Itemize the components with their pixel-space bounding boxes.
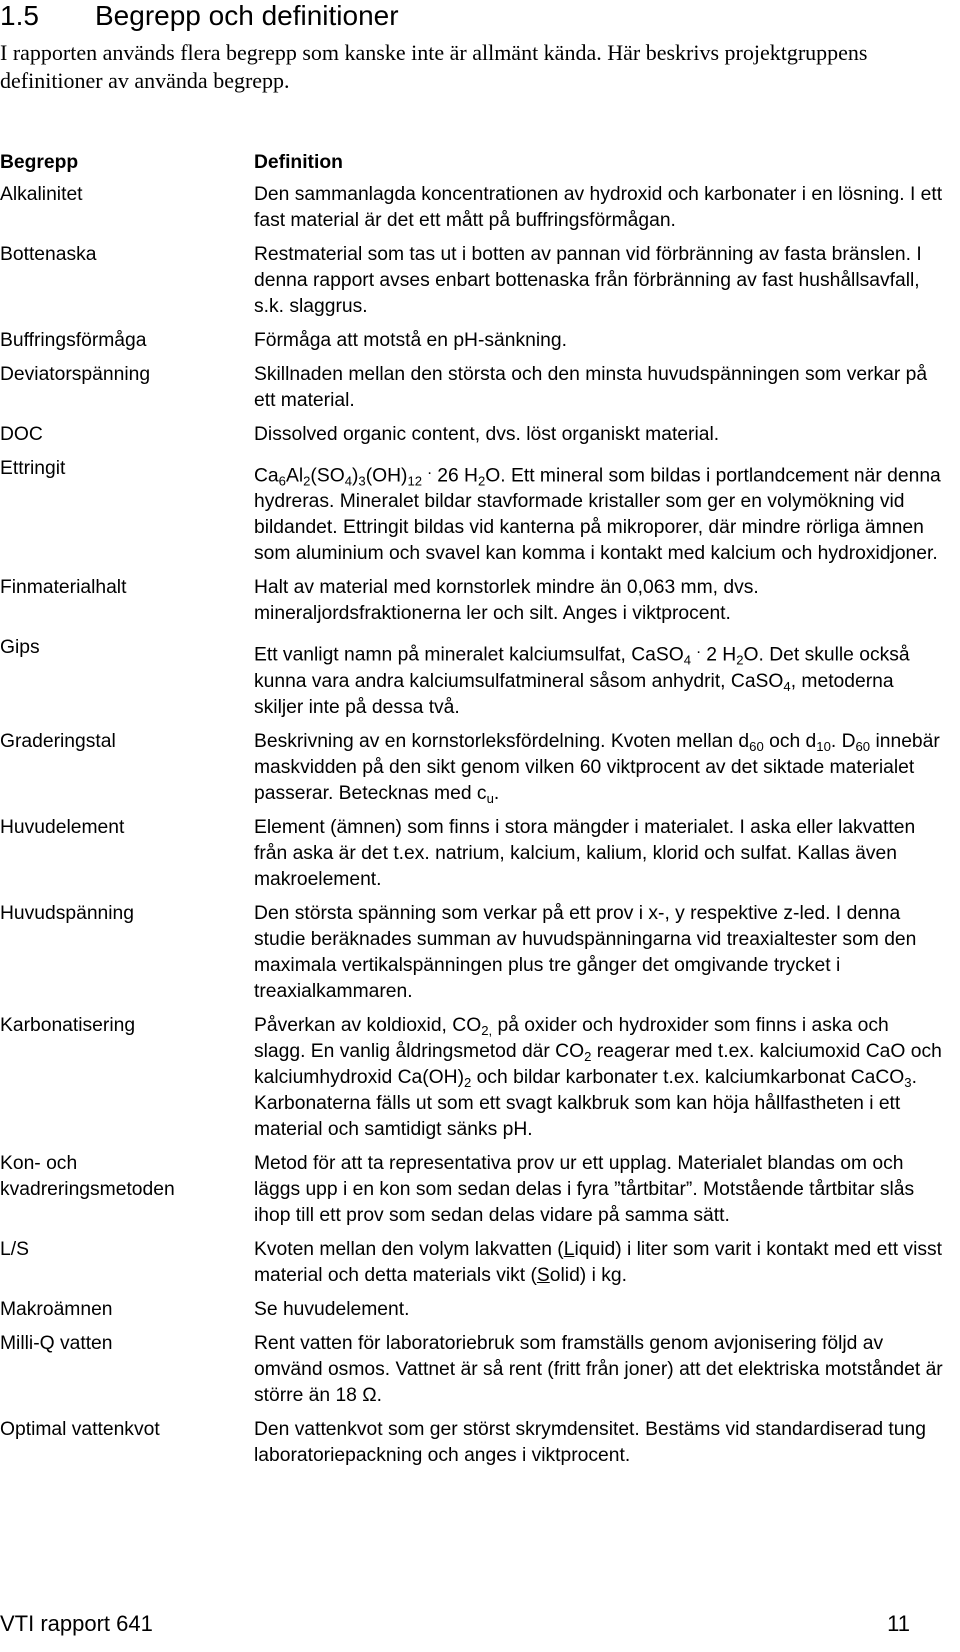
table-row — [0, 328, 945, 354]
definition-cell: Halt av material med kornstorlek mindre än 0,063 mm, dvs. mineraljordsfraktionerna ler och silt. Anges i viktprocent. — [254, 577, 759, 625]
definition-cell: Beskrivning av en kornstorleksfördelning. Kvoten mellan $d_{60}$ och $d_{10}$. $D_{60}$ innebär maskvidden på den sikt genom vilken 60 viktprocent av det siktade materialet passerar. Betecknas med $c_u$. — [254, 730, 940, 806]
table-row — [0, 901, 945, 1005]
table-row — [0, 456, 945, 567]
definition-cell: Skillnaden mellan den största och den minsta huvudspänningen som verkar på ett material. — [254, 364, 928, 411]
definition-cell: Se huvudelement. — [254, 1298, 410, 1320]
definition-cell: Kvoten mellan den volym lakvatten (Liquid) i liter som varit i kontakt med ett visst material och detta materials vikt (Solid) i kg. — [254, 1238, 942, 1286]
table-row — [0, 1417, 945, 1469]
definition-cell: Den vattenkvot som ger störst skrymdensitet. Bestäms vid standardiserad tung laboratoriepackning och anges i viktprocent. — [254, 1418, 926, 1466]
term-cell: Graderingstal — [0, 730, 116, 752]
term-cell: Huvudelement — [0, 816, 125, 838]
section-title: Begrepp och definitioner — [95, 0, 399, 31]
definition-cell: $Ca_6Al_2(SO_4)_3(OH)_{12}$ . 26 $H_2O$. Ett mineral som bildas i portlandcement när denna hydreras. Mineralet bildar stavformade kristaller som ger en volymökning vid bildandet. Ettringit bildas vid kanterna på mikroporer, där mindre rörliga ämnen som aluminium och svavel kan komma i kontakt med kalcium och hydroxidjoner. — [254, 460, 941, 565]
term-cell: Buffringsförmåga — [0, 330, 147, 351]
table-row — [0, 1297, 945, 1323]
header-term: Begrepp — [0, 152, 79, 173]
term-cell: Bottenaska — [0, 244, 97, 265]
table-row — [0, 1013, 945, 1143]
definition-cell: Den största spänning som verkar på ett prov i x-, y respektive z-led. I denna studie beräknades summan av huvudspänningarna vid treaxialtester som den maximala vertikalspänningen plus tre gånger det omgivande trycket i treaxialkammaren. — [254, 902, 917, 1002]
term-cell: Finmaterialhalt — [0, 577, 127, 599]
term-cell: Milli-Q vatten — [0, 1332, 113, 1354]
definition-cell: Element (ämnen) som finns i stora mängder i materialet. I aska eller lakvatten från aska är det t.ex. natrium, kalcium, kalium, klorid och sulfat. Kallas även makroelement. — [254, 816, 916, 890]
definition-cell: Dissolved organic content, dvs. löst organiskt material. — [254, 424, 720, 445]
definition-cell: Påverkan av koldioxid, $CO_{2,}$ på oxider och hydroxider som finns i aska och slagg. En vanlig åldringsmetod där $CO_2$ reagerar med t.ex. kalciumoxid CaO och kalciumhydroxid $Ca(OH)_2$ och bildar karbonater t.ex. kalciumkarbonat CaCO$_3$. Karbonaterna fälls ut som ett svagt kalkbruk som kan höja hållfastheten i ett material och samtidigt sänks pH. — [254, 1014, 942, 1140]
definition-cell: Förmåga att motstå en pH-sänkning. — [254, 330, 567, 351]
table-row — [0, 575, 945, 627]
term-cell: L/S — [0, 1238, 29, 1260]
term-cell: Ettringit — [0, 458, 66, 479]
footer-page-number: 11 — [887, 1611, 910, 1636]
page-footer — [0, 1610, 960, 1638]
section-number: 1.5 — [0, 0, 39, 31]
header-definition: Definition — [254, 152, 343, 173]
table-row — [0, 729, 945, 807]
definition-cell: Ett vanligt namn på mineralet kalciumsulfat, CaSO$_4$ . 2 $H_2O$. Det skulle också kunna vara andra kalciumsulfatmineral såsom anhydrit, CaSO$_4$, metoderna skiljer inte på dessa två. — [254, 639, 910, 718]
definition-cell: Rent vatten för laboratoriebruk som framställs genom avjonisering följd av omvänd osmos. Vattnet är så rent (fritt från joner) att det elektriska motståndet är större än 18 Ω. — [254, 1332, 943, 1406]
term-cell: Alkalinitet — [0, 184, 83, 205]
term-cell: Optimal vattenkvot — [0, 1418, 160, 1440]
table-row — [0, 1237, 945, 1289]
term-cell: Karbonatisering — [0, 1014, 136, 1036]
term-cell: Huvudspänning — [0, 902, 134, 924]
table-header — [0, 150, 945, 176]
table-row — [0, 815, 945, 893]
term-cell: Deviatorspänning — [0, 364, 151, 385]
table-row — [0, 1331, 945, 1409]
table-row — [0, 242, 945, 320]
section-heading — [0, 0, 399, 32]
term-cell: DOC — [0, 424, 43, 445]
definition-cell: Restmaterial som tas ut i botten av pannan vid förbränning av fasta bränslen. I denna rapport avses enbart bottenaska från förbränning av fast hushållsavfall, s.k. slaggrus. — [254, 244, 922, 317]
table-row — [0, 362, 945, 414]
footer-report: VTI rapport 641 — [0, 1611, 153, 1636]
definition-cell: Metod för att ta representativa prov ur ett upplag. Materialet blandas om och läggs upp i en kon som sedan delas i fyra ”tårtbitar”. Motstående tårtbitar slås ihop till ett prov som sedan delas vidare på samma sätt. — [254, 1152, 915, 1226]
definition-cell: Den sammanlagda koncentrationen av hydroxid och karbonater i en lösning. I ett fast material är det ett mått på buffringsförmågan. — [254, 184, 943, 231]
term-cell: Makroämnen — [0, 1298, 113, 1320]
definitions-table — [0, 150, 945, 1477]
table-row — [0, 182, 945, 234]
term-cell: Gips — [0, 637, 40, 659]
table-row — [0, 635, 945, 720]
intro-paragraph: I rapporten används flera begrepp som kanske inte är allmänt kända. Här beskrivs projektgruppens definitioner av använda begrepp. — [0, 40, 868, 93]
term-cell: Kon- och kvadreringsmetoden — [0, 1152, 175, 1200]
table-row — [0, 422, 945, 448]
table-row — [0, 1151, 945, 1229]
